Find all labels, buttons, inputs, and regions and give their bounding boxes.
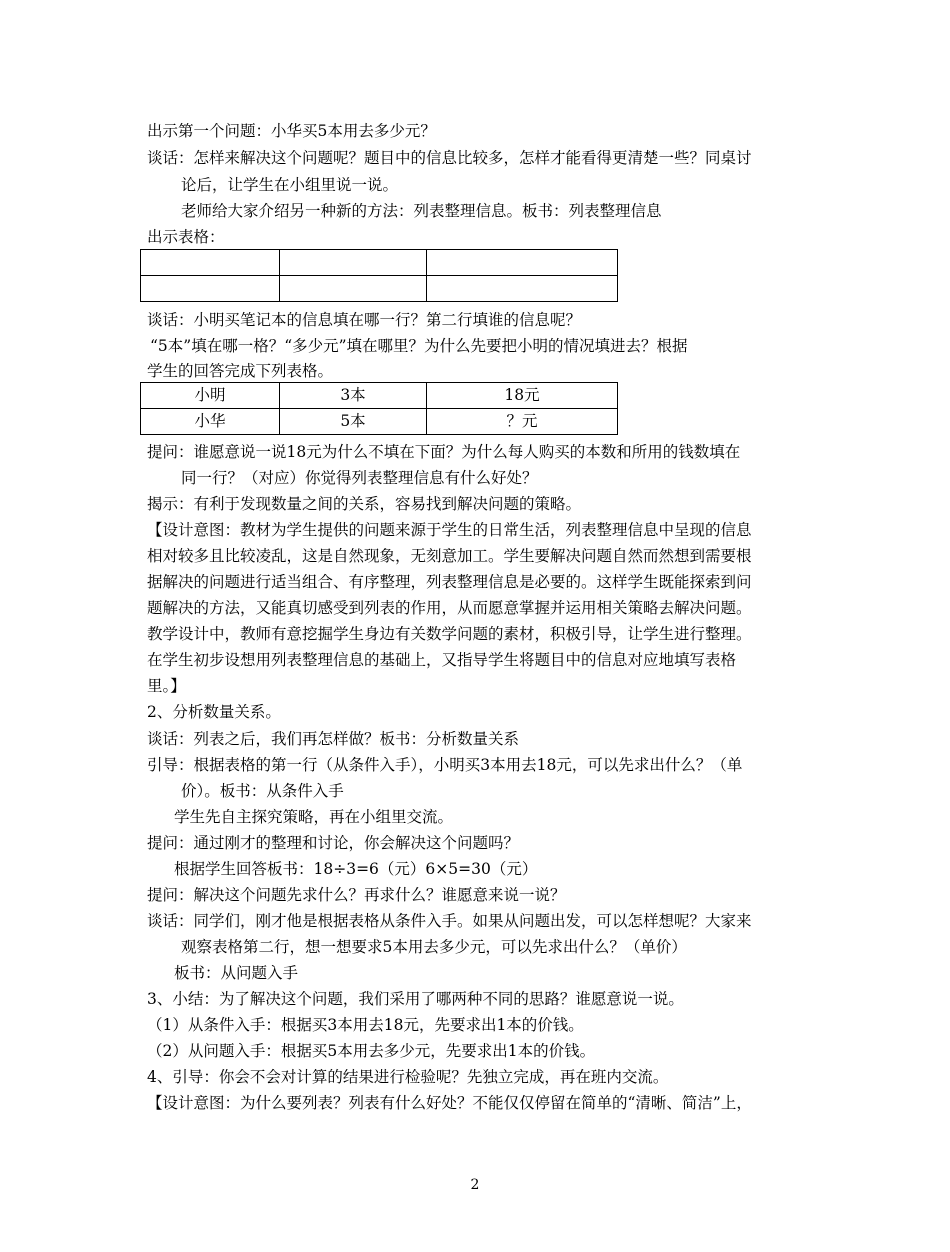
design-intent-line: 在学生初步设想用列表整理信息的基础上，又指导学生将题目中的信息对应地填写表格: [147, 651, 737, 669]
table-row: [141, 250, 618, 276]
text-line: 谈话：同学们，刚才他是根据表格从条件入手。如果从问题出发，可以怎样想呢？大家来: [147, 912, 752, 930]
section-heading: 2、分析数量关系。: [147, 703, 281, 721]
table-row: [141, 409, 618, 435]
design-intent-line: 教学设计中，教师有意挖掘学生身边有关数学问题的素材，积极引导，让学生进行整理。: [147, 625, 752, 643]
table-row: [141, 383, 618, 409]
table-cell: [427, 276, 618, 302]
design-intent-line: 里。】: [147, 677, 186, 695]
text-line: 观察表格第二行，想一想要求5本用去多少元，可以先求出什么？（单价）: [181, 938, 687, 956]
design-intent-line: 相对较多且比较凌乱，这是自然现象，无刻意加工。学生要解决问题自然而然想到需要根: [147, 547, 752, 565]
design-intent-line: 【设计意图：为什么要列表？列表有什么好处？不能仅仅停留在简单的“清晰、简洁”上，: [147, 1094, 752, 1112]
text-line: 老师给大家介绍另一种新的方法：列表整理信息。板书：列表整理信息: [181, 202, 662, 220]
table-cell: 18元: [427, 383, 618, 409]
table-cell: [141, 250, 280, 276]
text-line: 学生先自主探究策略，再在小组里交流。: [174, 808, 454, 826]
text-line: 谈话：怎样来解决这个问题呢？题目中的信息比较多，怎样才能看得更清楚一些？同桌讨: [147, 149, 752, 167]
design-intent-line: 【设计意图：教材为学生提供的问题来源于学生的日常生活，列表整理信息中呈现的信息: [147, 521, 752, 539]
text-line: 同一行？（对应）你觉得列表整理信息有什么好处？: [181, 469, 538, 487]
table-cell: 小华: [141, 409, 280, 435]
text-line: 价）。板书：从条件入手: [181, 782, 344, 800]
empty-table: [140, 249, 618, 302]
text-line: 论后，让学生在小组里说一说。: [181, 176, 399, 194]
text-line: 根据学生回答板书：18÷3=6（元）6×5=30（元）: [174, 860, 538, 878]
text-line: 出示表格：: [147, 228, 225, 246]
text-line: 出示第一个问题：小华买5本用去多少元？: [147, 122, 436, 140]
design-intent-line: 题解决的方法，又能真切感受到列表的作用，从而愿意掌握并运用相关策略去解决问题。: [147, 599, 752, 617]
info-table: [140, 382, 618, 435]
table-cell: [280, 250, 427, 276]
text-line: 揭示：有利于发现数量之间的关系，容易找到解决问题的策略。: [147, 495, 582, 513]
text-line: 板书：从问题入手: [174, 964, 299, 982]
text-line: 提问：谁愿意说一说18元为什么不填在下面？为什么每人购买的本数和所用的钱数填在: [147, 443, 741, 461]
section-heading: 4、引导：你会不会对计算的结果进行检验呢？先独立完成，再在班内交流。: [147, 1068, 669, 1086]
table-cell: ？元: [427, 409, 618, 435]
text-line: “5本”填在哪一格？“多少元”填在哪里？为什么先要把小明的情况填进去？根据: [150, 337, 688, 355]
table-row: [141, 276, 618, 302]
text-line: 学生的回答完成下列表格。: [147, 362, 334, 380]
table-cell: 3本: [280, 383, 427, 409]
table-cell: 小明: [141, 383, 280, 409]
text-line: （2）从问题入手：根据买5本用去多少元，先要求出1本的价钱。: [147, 1042, 596, 1060]
table-cell: [280, 276, 427, 302]
text-line: （1）从条件入手：根据买3本用去18元，先要求出1本的价钱。: [147, 1016, 584, 1034]
design-intent-line: 据解决的问题进行适当组合、有序整理，列表整理信息是必要的。这样学生既能探索到问: [147, 573, 752, 591]
page-number: 2: [470, 1177, 480, 1193]
text-line: 提问：解决这个问题先求什么？再求什么？谁愿意来说一说？: [147, 886, 566, 904]
text-line: 引导：根据表格的第一行（从条件入手），小明买3本用去18元，可以先求出什么？（单: [147, 756, 743, 774]
table-cell: [141, 276, 280, 302]
table-cell: 5本: [280, 409, 427, 435]
section-heading: 3、小结：为了解决这个问题，我们采用了哪两种不同的思路？谁愿意说一说。: [147, 990, 684, 1008]
text-line: 提问：通过刚才的整理和讨论，你会解决这个问题吗？: [147, 834, 520, 852]
table-cell: [427, 250, 618, 276]
text-line: 谈话：小明买笔记本的信息填在哪一行？第二行填谁的信息呢？: [147, 311, 582, 329]
text-line: 谈话：列表之后，我们再怎样做？板书：分析数量关系: [147, 730, 520, 748]
